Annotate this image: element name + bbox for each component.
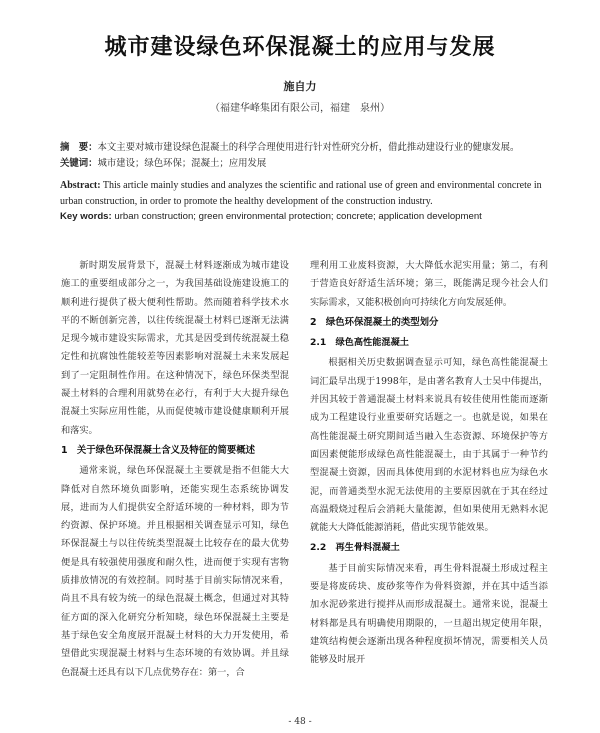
abstract-en	[60, 178, 550, 209]
subsection-2-1-paragraph: 根据相关历史数据调查显示可知，绿色高性能混凝土词汇最早出现于1998年，是由著名教育人士吴中伟提出，并因其较于普通混凝土材料来说具有较佳使用性能而逐渐成为工程建设行业重要研究话题之一。也就是说，如果在高性能混凝土研究期间适当融入生态资源、环境保护等方面因素便能形成绿色高性能混凝土，由于其属于一种节约型混凝土资源，因而具体使用到的水泥材料也应为绿色水泥，而普通类型水泥无法使用的主要原因就在于其在经过高温煅烧过程后会消耗大量能源，但如果使用无熟料水泥就能大大降低能源消耗，借此实现节能效果。	[310, 357, 548, 534]
abstract-cn-text: 本文主要对城市建设绿色混凝土的科学合理使用进行针对性研究分析，借此推动建设行业的健康发展。	[97, 142, 520, 153]
keywords-cn-text: 城市建设；绿色环保；混凝土；应用发展	[97, 157, 267, 169]
keywords-cn-label: 关键词：	[60, 157, 98, 169]
abstract-cn	[60, 140, 550, 156]
body-column-left	[61, 257, 289, 682]
subsection-2-1-heading: 2.1 绿色高性能混凝土	[310, 337, 409, 349]
abstract-cn-label: 摘 要：	[60, 142, 98, 153]
intro-paragraph: 新时期发展背景下，混凝土材料逐渐成为城市建设施工的重要组成部分之一，为我国基础设施建设施工的顺利进行提供了极大便利性帮助。然而随着科学技术水平的不断创新完善，以往传统混凝土材料已逐渐无法满足现今城市建设实际需求，尤其是因受到传统混凝土稳定性和抗腐蚀性能较差等因素影响对混凝土未来发展起到了一定阻制性作用。在这种情况下，绿色环保类型混凝土材料的合理利用就势在必行，有利于大大提升绿色混凝土实际应用性能，从而促使城市建设健康顺利开展和落实。	[61, 260, 289, 436]
subsection-2-2-heading: 2.2 再生骨料混凝土	[310, 542, 400, 554]
keywords-en-text: urban construction; green environmental protection; concrete; application development	[111, 211, 482, 222]
author-name: 施自力	[283, 80, 317, 93]
subsection-2-2-paragraph: 基于目前实际情况来看，再生骨料混凝土形成过程主要是将废砖块、废砂浆等作为骨料资源，并在其中适当添加水泥砂浆进行搅拌从而形成混凝土。通常来说，混凝土材料都是具有明确使用期限的，一旦超出规定使用年限，建筑结构便会逐渐出现各种程度损坏情况，需要相关人员能够及时展开	[310, 562, 548, 666]
abstract-en-text: This article mainly studies and analyzes the scientific and rational use of green and environmental concrete in urban construction, in order to promote the healthy development of the construction industry.	[60, 180, 542, 207]
keywords-en	[60, 209, 550, 225]
abstract-en-label: Abstract:	[60, 180, 101, 191]
section-1-heading: 1 关于绿色环保混凝土含义及特征的简要概述	[61, 444, 256, 456]
abstract-block	[60, 140, 550, 225]
body-column-right	[310, 257, 548, 670]
keywords-en-label: Key words:	[60, 211, 112, 222]
continuation-paragraph: 理利用工业废料资源，大大降低水泥实用量；第二，有利于营造良好舒适生活环境；第三，既能满足现今社会人们实际需求，又能积极创向可持续化方向发展延伸。	[310, 260, 548, 308]
page-number: - 48 -	[288, 717, 312, 727]
keywords-cn	[60, 156, 550, 172]
section-1-paragraph: 通常来说，绿色环保混凝土主要就是指不但能大大降低对自然环境负面影响，还能实现生态系统协调发展，进而为人们提供安全舒适环境的一种材料，即为节约资源、保护环境。并且根据相关调查显示可知，绿色环保混凝土与以往传统类型混凝土比较存在的最大优势便是具有较强使用强度和耐久性，进而便于实现有害物质排放情况的有效控制。同时基于目前实际情况来看，尚且不具有较为统一的绿色混凝土概念，但通过对其特征方面的深入化研究分析知晓，绿色环保混凝土主要是基于绿色安全角度展开混凝土材料的大力开发使用，希望借此实现混凝土材料与生态环境的有效协调。并且绿色混凝土还具有以下几点优势存在：第一，合	[61, 465, 289, 678]
article-title: 城市建设绿色环保混凝土的应用与发展	[104, 35, 496, 60]
section-2-heading: 2 绿色环保混凝土的类型划分	[310, 316, 439, 328]
author-affiliation: （福建华峰集团有限公司，福建 泉州）	[210, 103, 390, 114]
